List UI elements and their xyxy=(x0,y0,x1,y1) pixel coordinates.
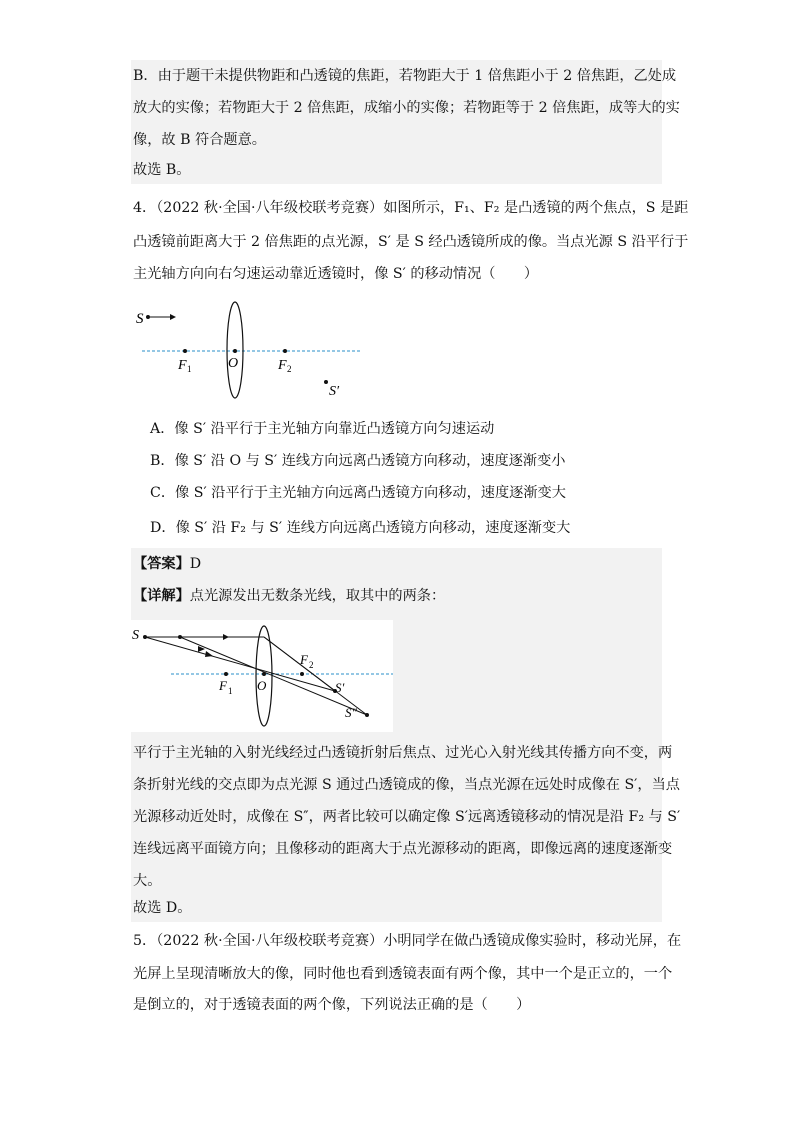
q4-stem-line: 主光轴方向向右匀速运动靠近透镜时，像 S′ 的移动情况（ ） xyxy=(133,266,539,282)
q5-stem-line: 是倒立的，对于透镜表面的两个像，下列说法正确的是（ ） xyxy=(133,997,531,1013)
q4-detail-line: 光源移动近处时，成像在 S″，两者比较可以确定像 S′远离透镜移动的情况是沿 F₂ 与 S′ xyxy=(133,809,681,825)
answer-tag: 【答案】 xyxy=(133,556,190,572)
fig2-label-sprime: S′ xyxy=(335,680,345,695)
q4-stem-line: 4．（2022 秋·全国·八年级校联考竞赛）如图所示，F₁、F₂ 是凸透镜的两个焦点，S 是距 xyxy=(133,200,689,216)
fig1-sub-f1: 1 xyxy=(187,364,192,374)
q4-ray-diagram xyxy=(131,620,393,732)
answer-value: D xyxy=(189,556,202,572)
q4-option-d[interactable]: D．像 S′ 沿 F₂ 与 S′ 连线方向远离凸透镜方向移动，速度逐渐变大 xyxy=(150,520,571,536)
fig2-sub-f2: 2 xyxy=(309,660,314,670)
q4-figure-lens xyxy=(130,296,370,406)
fig1-label-sprime: S′ xyxy=(329,384,340,399)
prev-conclusion: 故选 B。 xyxy=(133,162,191,178)
fig1-sub-f2: 2 xyxy=(287,364,292,374)
fig1-label-s: S xyxy=(136,311,144,327)
fig1-label-f1: F xyxy=(178,358,187,373)
fig2-label-s: S xyxy=(132,628,139,643)
q4-detail-line: 平行于主光轴的入射光线经过凸透镜折射后焦点、过光心入射光线其传播方向不变，两 xyxy=(133,745,673,761)
detail-tag: 【详解】 xyxy=(133,588,190,604)
fig2-sub-f1: 1 xyxy=(228,686,233,696)
fig1-label-f2: F xyxy=(278,358,287,373)
q4-detail-line: 大。 xyxy=(133,873,162,889)
prev-detail-line: 像，故 B 符合题意。 xyxy=(133,132,266,148)
detail-text: 点光源发出无数条光线，取其中的两条： xyxy=(189,588,446,604)
fig2-label-sdoubleprime: S″ xyxy=(345,705,357,720)
prev-detail-line: B．由于题干未提供物距和凸透镜的焦距，若物距大于 1 倍焦距小于 2 倍焦距，乙处成 xyxy=(133,68,677,84)
fig2-label-f1: F xyxy=(219,678,227,693)
q4-detail-first xyxy=(133,586,445,606)
q4-option-b[interactable]: B．像 S′ 沿 O 与 S′ 连线方向远离凸透镜方向移动，速度逐渐变小 xyxy=(150,453,566,469)
fig2-label-f2: F xyxy=(300,652,308,667)
q4-stem-line: 凸透镜前距离大于 2 倍焦距的点光源，S′ 是 S 经凸透镜所成的像。当点光源 S 沿平行于 xyxy=(133,234,689,250)
q4-detail-line: 条折射光线的交点即为点光源 S 通过凸透镜成的像，当点光源在远处时成像在 S′，当点 xyxy=(133,777,680,793)
fig1-label-o: O xyxy=(228,356,239,371)
q4-answer xyxy=(133,554,201,574)
prev-detail-line: 放大的实像；若物距大于 2 倍焦距，成缩小的实像；若物距等于 2 倍焦距，成等大的实 xyxy=(133,100,680,116)
q5-stem-line: 5．（2022 秋·全国·八年级校联考竞赛）小明同学在做凸透镜成像实验时，移动光屏，在 xyxy=(133,933,682,949)
q5-stem-line: 光屏上呈现清晰放大的像，同时他也看到透镜表面有两个像，其中一个是正立的，一个 xyxy=(133,966,673,982)
q4-option-a[interactable]: A．像 S′ 沿平行于主光轴方向靠近凸透镜方向匀速运动 xyxy=(150,421,495,437)
fig2-label-o: O xyxy=(257,678,267,693)
q4-detail-line: 连线远离平面镜方向；且像移动的距离大于点光源移动的距离，即像远离的速度逐渐变 xyxy=(133,841,673,857)
q4-option-c[interactable]: C．像 S′ 沿平行于主光轴方向远离凸透镜方向移动，速度逐渐变大 xyxy=(150,485,566,501)
q4-conclusion: 故选 D。 xyxy=(133,900,192,916)
